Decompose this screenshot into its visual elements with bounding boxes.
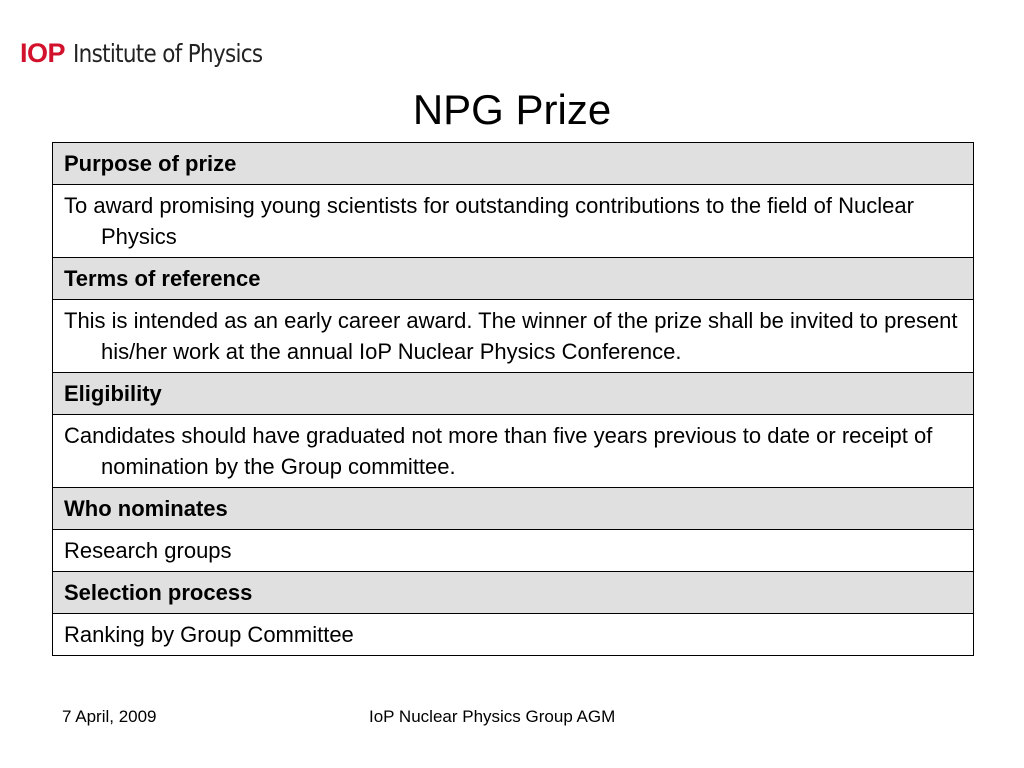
section-body-cell	[53, 415, 974, 488]
footer-event: IoP Nuclear Physics Group AGM	[369, 707, 616, 726]
section-heading: Terms of reference	[53, 258, 974, 300]
section-body-row	[53, 614, 974, 656]
logo-mark: IOP	[20, 38, 66, 68]
section-heading: Selection process	[53, 572, 974, 614]
section-body-row	[53, 530, 974, 572]
section-body-text: This is intended as an early career award. The winner of the prize shall be invited to present his/her work at the annual IoP Nuclear Physics Conference.	[64, 308, 958, 364]
section-body-row	[53, 300, 974, 373]
section-body-row	[53, 185, 974, 258]
logo-name: Institute of Physics	[73, 39, 263, 68]
section-body-cell	[53, 300, 974, 373]
footer-date: 7 April, 2009	[62, 707, 157, 726]
prize-details-table	[52, 142, 974, 656]
section-body-cell	[53, 185, 974, 258]
section-body-cell	[53, 530, 974, 572]
section-heading: Eligibility	[53, 373, 974, 415]
slide-title: NPG Prize	[412, 86, 612, 133]
section-header-row	[53, 572, 974, 614]
section-header-row	[53, 258, 974, 300]
section-heading: Who nominates	[53, 488, 974, 530]
section-body-row	[53, 415, 974, 488]
section-heading: Purpose of prize	[53, 143, 974, 185]
section-body-text: To award promising young scientists for outstanding contributions to the field of Nuclear Physics	[64, 193, 914, 249]
section-header-row	[53, 373, 974, 415]
section-body-cell	[53, 614, 974, 656]
section-body-text: Candidates should have graduated not more than five years previous to date or receipt of nomination by the Group committee.	[64, 423, 933, 479]
section-body-text: Research groups	[64, 538, 232, 563]
section-body-text: Ranking by Group Committee	[64, 622, 354, 647]
section-header-row	[53, 488, 974, 530]
iop-logo	[20, 38, 293, 70]
section-header-row	[53, 143, 974, 185]
